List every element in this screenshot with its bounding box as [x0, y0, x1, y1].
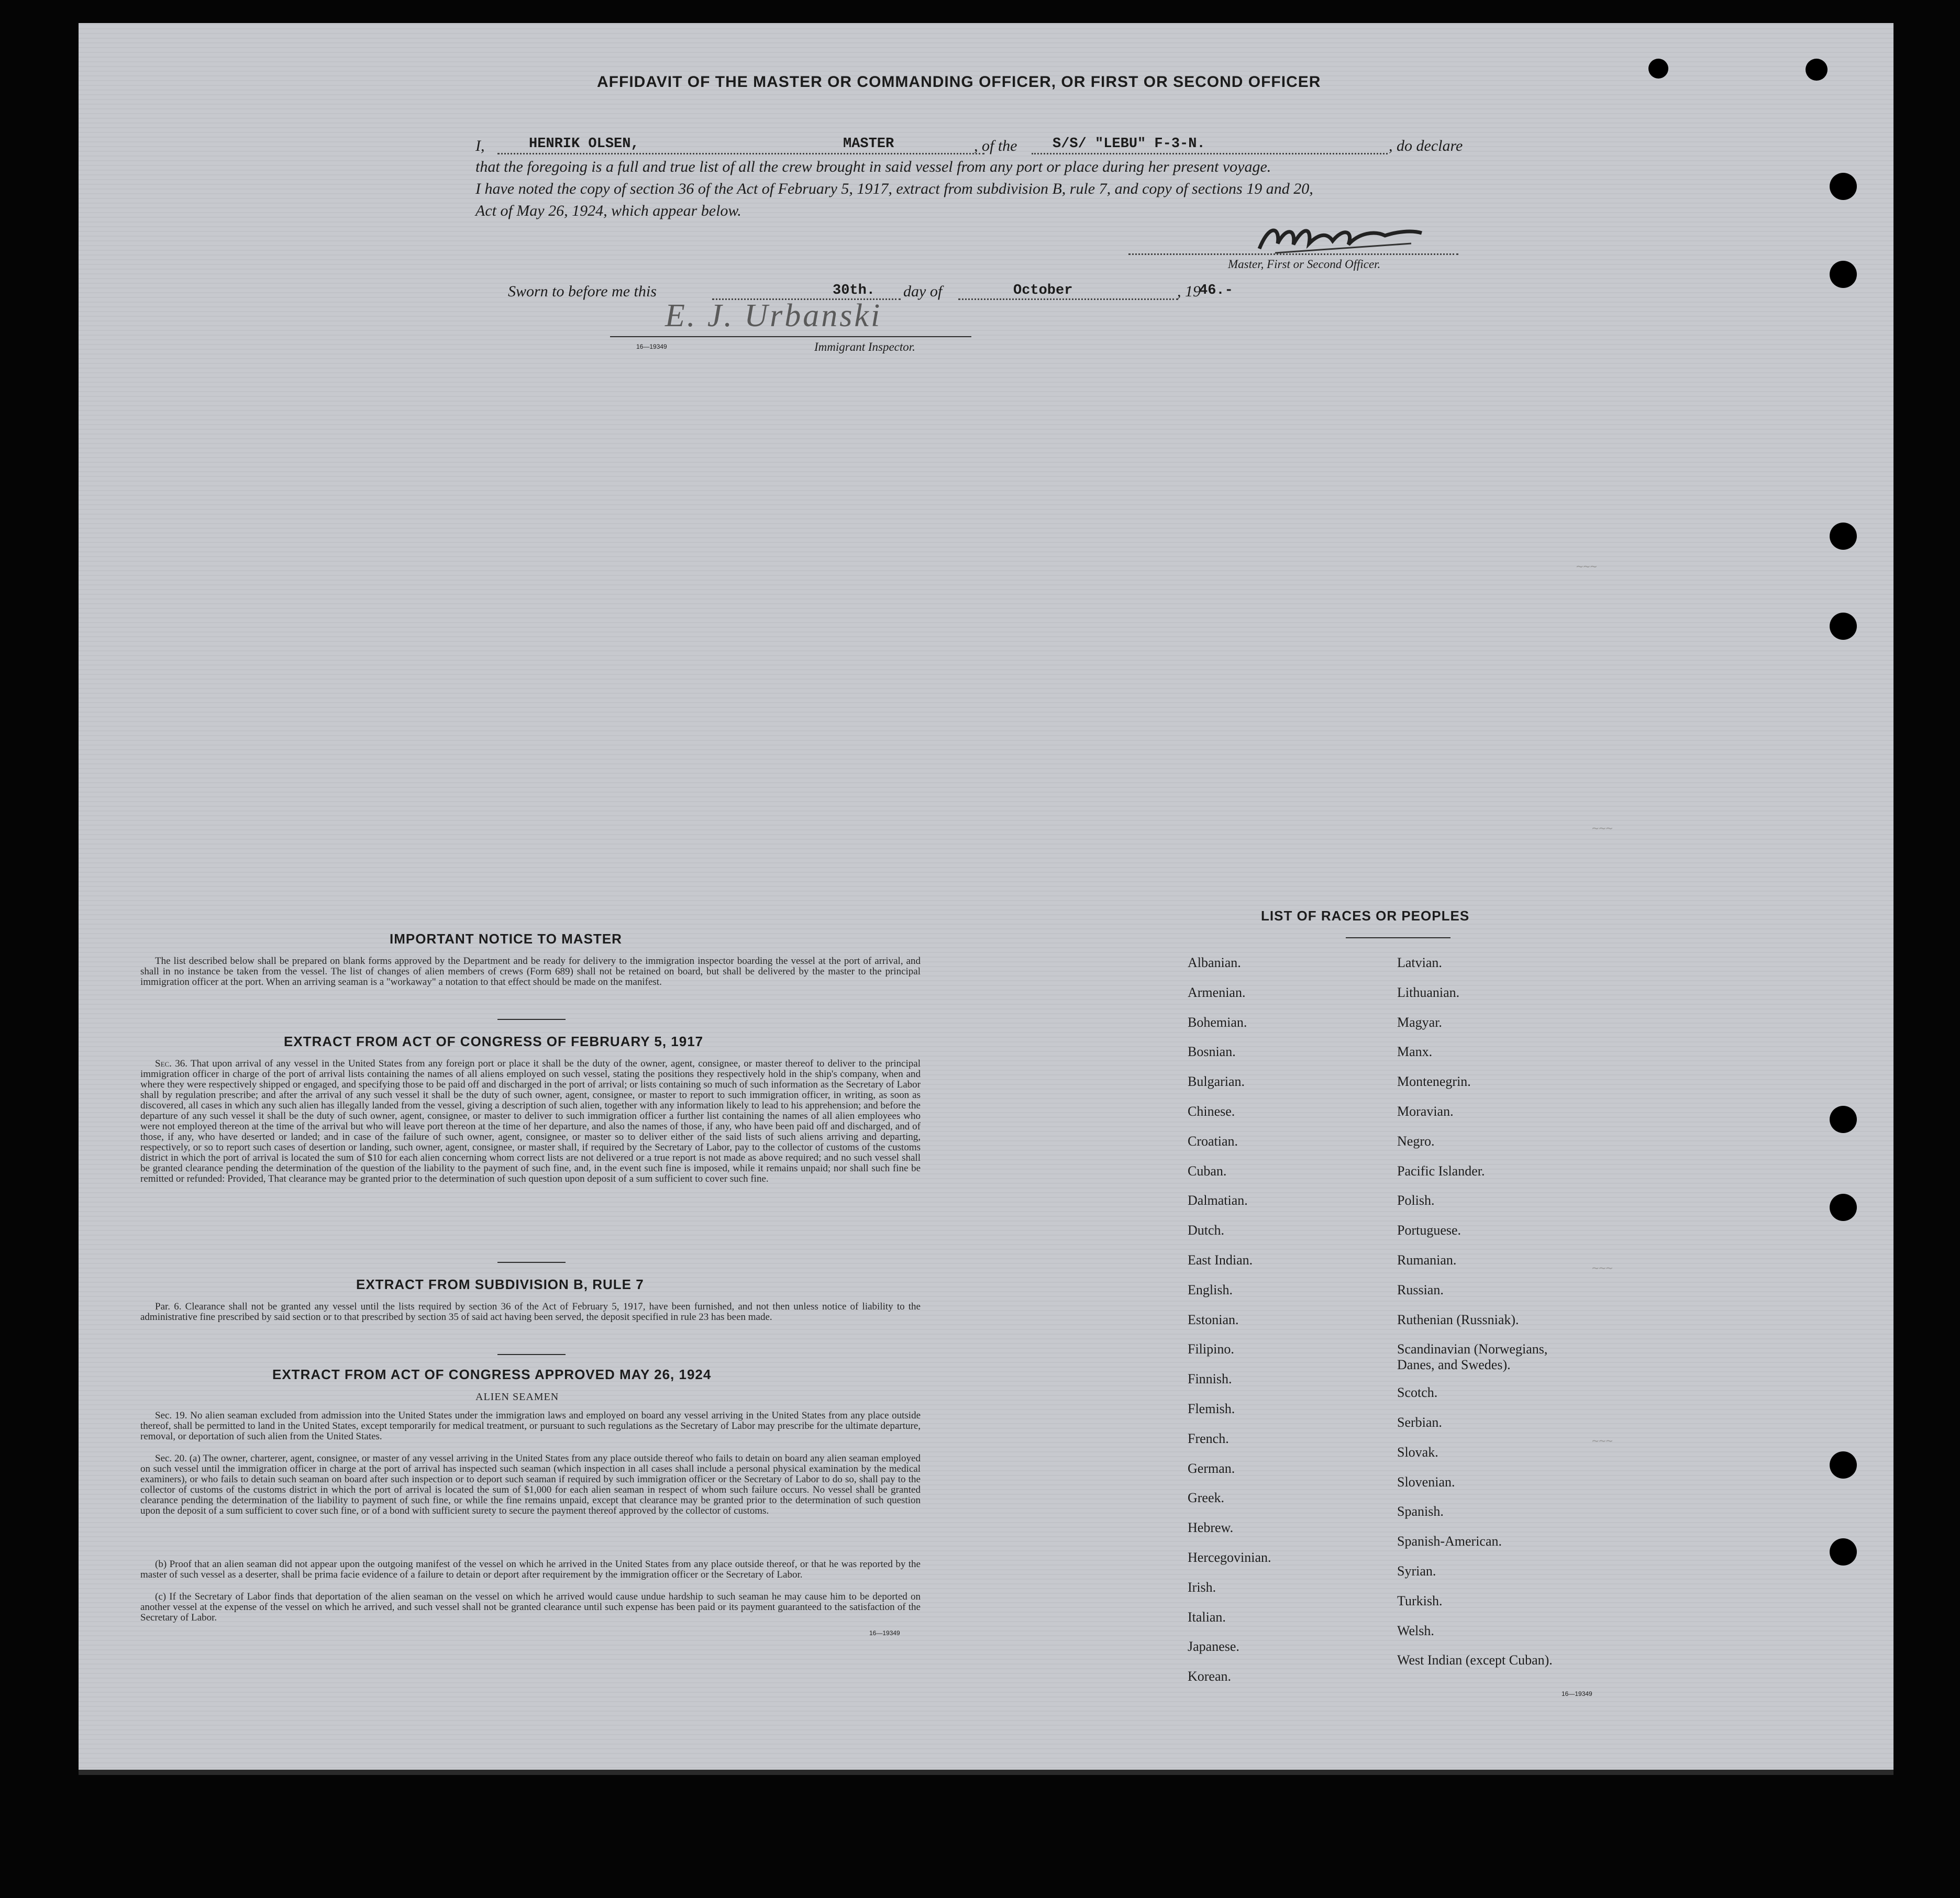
inspector-signature-line — [610, 336, 971, 337]
race-item: Portuguese. — [1397, 1223, 1461, 1238]
race-item: Chinese. — [1188, 1104, 1235, 1119]
sworn-year: 46.- — [1199, 283, 1233, 298]
race-item: Hebrew. — [1188, 1520, 1234, 1536]
rule7-overline — [497, 1262, 566, 1263]
declaration-i: I, — [475, 137, 485, 154]
races-title-underline — [1346, 937, 1450, 938]
extract-1917-body: That upon arrival of any vessel in the United States from any foreign port or place it shall be the duty of the owner, agent, consignee, or master thereof to deliver to the principal immigration officer in charge of the port of arrival lists containing the names of all aliens employed on such vessel, stating the positions they respectively hold in the ship's company, when and where they were respectively shipped or engaged, and specifying those to be paid off and discharged in the port of arrival; or lists containing so much of such information as the Secretary of Labor shall by regulation prescribe; and after the arrival of any such vessel it shall be the duty of such owner, agent, consignee, or master to report to such immigration officer, in writing, as soon as discovered, all cases in which any such alien has illegally landed from the vessel, giving a description of such alien, together with any information likely to lead to his apprehension; and before the departure of any such vessel it shall be the duty of such owner, agent, consignee, or master to deliver to such immigration officer a further list containing the names of all alien employees who were not employed thereon at the time of the arrival but who will leave port thereon at the time of her departure, and also the names of those, if any, who have been paid off and discharged, and of those, if any, who have deserted or landed; and in case of the failure of such owner, agent, consignee, or master so to deliver either of the said lists of such aliens arriving and departing, respectively, or so to report such cases of desertion or landing, such owner, agent, consignee, or master shall, if required by the Secretary of Labor, pay to the collector of customs of the customs district in which the port of arrival is located the sum of $10 for each alien concerning whom correct lists are not delivered or a true report is not made as above required; and no such vessel shall be granted clearance pending the determination of the question of the liability to the payment of such fine, and, in the event such fine is imposed, while it remains unpaid; nor shall such fine be remitted or refunded: Provided, That clearance may be granted prior to the determination of such question upon deposit of a sum sufficient to cover such fine. — [140, 1058, 921, 1184]
race-item: German. — [1188, 1460, 1235, 1476]
extract-1917-underline — [497, 1019, 566, 1020]
binder-hole — [1830, 1194, 1857, 1221]
races-form-number: 16—19349 — [1562, 1690, 1592, 1697]
races-title: LIST OF RACES OR PEOPLES — [1261, 908, 1470, 924]
race-item: Russian. — [1397, 1282, 1444, 1297]
race-item: Scandinavian (Norwegians, — [1397, 1341, 1548, 1357]
affidavit-form-number: 16—19349 — [636, 343, 667, 350]
race-item: Syrian. — [1397, 1563, 1436, 1579]
bleed-through-mark: ∼∼∼ — [1576, 561, 1597, 574]
declaration-line-4: Act of May 26, 1924, which appear below. — [475, 202, 741, 219]
binder-hole — [1830, 1451, 1857, 1479]
sworn-year-prefix: , 19 — [1177, 283, 1201, 300]
race-item: West Indian (except Cuban). — [1397, 1652, 1553, 1668]
bleed-through-mark: ∼∼∼ — [1592, 1262, 1613, 1275]
sworn-day-of: day of — [903, 283, 943, 300]
race-item: Lithuanian. — [1397, 984, 1460, 1000]
notice-text: The list described below shall be prepared on blank forms approved by the Department and be ready for delivery to the immigration inspector boarding the vessel at the port of arrival, and shall in no instance be taken from the vessel. The list of changes of alien members of crews (Form 689) shall not be retained on board, but shall be delivered by the master to the principal immigration officer at the port. When an arriving seaman is a "workaway" a notation to that effect should be made on the manifest. — [140, 956, 921, 987]
race-item: Bulgarian. — [1188, 1074, 1245, 1090]
race-item: Manx. — [1397, 1044, 1433, 1060]
binder-hole — [1830, 1106, 1857, 1133]
rule7-title: EXTRACT FROM SUBDIVISION B, RULE 7 — [356, 1277, 644, 1292]
race-item: Scotch. — [1397, 1385, 1438, 1401]
bleed-through-mark: ∼∼∼ — [1592, 1435, 1613, 1448]
race-item: Spanish-American. — [1397, 1534, 1502, 1549]
sworn-prefix: Sworn to before me this — [508, 283, 657, 300]
extract-1924-sec20a: Sec. 20. (a) The owner, charterer, agent, consignee, or master of any vessel arriving in the United States from any place outside thereof who fails to detain on board any alien seaman employed on such vessel until the immigration officer in charge at the port of arrival has inspected such seaman (which inspection in all cases shall include a personal physical examination by the medical examiners), or who fails to detain such seaman on board after such inspection or to deport such seaman if required by such immigration officer or the Secretary of Labor to do so, shall pay to the collector of customs of the customs district in which the port of arrival is located the sum of $1,000 for each alien seaman in respect of whom such failure occurs. No vessel shall be granted clearance pending the determination of the liability to payment of such fine, or while the fine remains unpaid, except that clearance may be granted prior to the determination of such question upon the deposit of a sum sufficient to cover such fine, or of a bond with sufficient surety to secure the payment thereof approved by the collector of customs. — [140, 1453, 921, 1516]
extract-1924-sec20c: (c) If the Secretary of Labor finds that deportation of the alien seaman on the vessel on which he arrived would cause undue hardship to such seaman he may cause him to be deported on another vessel at the expense of the vessel on which he arrived, and such vessel shall not be granted clearance until such expense has been paid or its payment guaranteed to the satisfaction of the Secretary of Labor. — [140, 1591, 921, 1623]
race-item: Polish. — [1397, 1193, 1435, 1208]
declaration-of-the: , of the — [974, 137, 1017, 154]
extract-form-number: 16—19349 — [869, 1629, 900, 1637]
race-item: Pacific Islander. — [1397, 1163, 1485, 1179]
extract-1924-sec20b: (b) Proof that an alien seaman did not appear upon the outgoing manifest of the vessel on which he arrived in the United States from any place outside thereof, or that he was reported by the master of such vessel as a deserter, shall be prima facie evidence of a failure to detain or deport after requirement by the immigration officer or the Secretary of Labor. — [140, 1559, 921, 1580]
race-item: Filipino. — [1188, 1341, 1234, 1357]
race-item: Cuban. — [1188, 1163, 1227, 1179]
race-item: Dutch. — [1188, 1223, 1225, 1238]
extract-1917-sec: Sec. 36. — [155, 1058, 188, 1069]
race-item: Finnish. — [1188, 1371, 1232, 1387]
race-item: Japanese. — [1188, 1639, 1239, 1655]
race-item: Spanish. — [1397, 1504, 1444, 1519]
race-item: Croatian. — [1188, 1133, 1238, 1149]
race-item: Moravian. — [1397, 1104, 1454, 1119]
inspector-signature: E. J. Urbanski — [665, 298, 882, 334]
master-signature-line — [1128, 253, 1458, 255]
race-item: Rumanian. — [1397, 1252, 1457, 1268]
declarant-name: HENRIK OLSEN, — [529, 136, 639, 152]
binder-hole — [1830, 523, 1857, 550]
page-shadow — [79, 1770, 1893, 1775]
race-item: Italian. — [1188, 1609, 1226, 1625]
race-item: Serbian. — [1397, 1415, 1442, 1430]
vessel-dotted-line — [1032, 153, 1388, 154]
race-item: Slovak. — [1397, 1444, 1438, 1460]
race-item: Negro. — [1397, 1133, 1435, 1149]
master-caption: Master, First or Second Officer. — [1228, 258, 1381, 271]
binder-hole — [1830, 261, 1857, 288]
race-item: Danes, and Swedes). — [1397, 1357, 1511, 1373]
extract-1917-text — [140, 1059, 921, 1184]
race-item: Bosnian. — [1188, 1044, 1236, 1060]
binder-hole — [1648, 59, 1668, 79]
race-item: Hercegovinian. — [1188, 1550, 1271, 1565]
race-item: Irish. — [1188, 1579, 1216, 1595]
declaration-line-3: I have noted the copy of section 36 of the Act of February 5, 1917, extract from subdivision B, rule 7, and copy of sections 19 and 20, — [475, 180, 1313, 197]
binder-hole — [1830, 1538, 1857, 1566]
name-dotted-line — [497, 153, 984, 154]
extract-1917-title: EXTRACT FROM ACT OF CONGRESS OF FEBRUARY 5, 1917 — [284, 1034, 704, 1049]
race-item: English. — [1188, 1282, 1233, 1297]
binder-hole — [1806, 59, 1828, 81]
race-item: Montenegrin. — [1397, 1074, 1471, 1090]
race-item: Turkish. — [1397, 1593, 1443, 1608]
race-item: Greek. — [1188, 1490, 1225, 1506]
race-item: Estonian. — [1188, 1312, 1239, 1327]
race-item: Flemish. — [1188, 1401, 1235, 1416]
race-item: Korean. — [1188, 1669, 1232, 1684]
declaration-line-2: that the foregoing is a full and true list of all the crew brought in said vessel from any port or place during her present voyage. — [475, 158, 1271, 175]
rule7-text: Par. 6. Clearance shall not be granted any vessel until the lists required by section 36 of the Act of February 5, 1917, have been furnished, and not then unless notice of liability to the administrative fine prescribed by said section or to that prescribed by section 35 of said act having been served, the deposit specified in rule 23 has been made. — [140, 1301, 921, 1323]
extract-1924-title: EXTRACT FROM ACT OF CONGRESS APPROVED MAY 26, 1924 — [272, 1367, 712, 1382]
race-item: Magyar. — [1397, 1014, 1442, 1030]
race-item: Bohemian. — [1188, 1014, 1247, 1030]
race-item: Ruthenian (Russniak). — [1397, 1312, 1519, 1327]
binder-hole — [1830, 613, 1857, 640]
race-item: Dalmatian. — [1188, 1193, 1248, 1208]
affidavit-title: AFFIDAVIT OF THE MASTER OR COMMANDING OFFICER, OR FIRST OR SECOND OFFICER — [597, 73, 1321, 91]
declarant-rank: MASTER — [843, 136, 894, 152]
sworn-month-line — [958, 298, 1178, 300]
binder-hole — [1830, 173, 1857, 200]
notice-title: IMPORTANT NOTICE TO MASTER — [390, 931, 622, 947]
race-item: Latvian. — [1397, 955, 1442, 970]
bleed-through-mark: ∼∼∼ — [1592, 823, 1613, 836]
sworn-day: 30th. — [833, 283, 876, 298]
extract-1924-overline — [497, 1354, 566, 1355]
race-item: Albanian. — [1188, 955, 1241, 970]
declaration-do-declare: , do declare — [1389, 137, 1463, 154]
vessel-name: S/S/ "LEBU" F-3-N. — [1053, 136, 1205, 152]
race-item: East Indian. — [1188, 1252, 1253, 1268]
race-item: Slovenian. — [1397, 1474, 1455, 1490]
extract-1924-sec19: Sec. 19. No alien seaman excluded from admission into the United States under the immigration laws and employed on board any vessel arriving in the United States from any place outside thereof, shall be permitted to land in the United States, except temporarily for medical treatment, or pursuant to such regulations as the Secretary of Labor may prescribe for the ultimate departure, removal, or deportation of such alien from the United States. — [140, 1410, 921, 1442]
sworn-month: October — [1013, 283, 1073, 298]
race-item: French. — [1188, 1430, 1229, 1446]
extract-1924-subtitle: ALIEN SEAMEN — [475, 1391, 559, 1403]
race-item: Welsh. — [1397, 1623, 1434, 1638]
inspector-caption: Immigrant Inspector. — [814, 340, 915, 353]
race-item: Armenian. — [1188, 984, 1246, 1000]
